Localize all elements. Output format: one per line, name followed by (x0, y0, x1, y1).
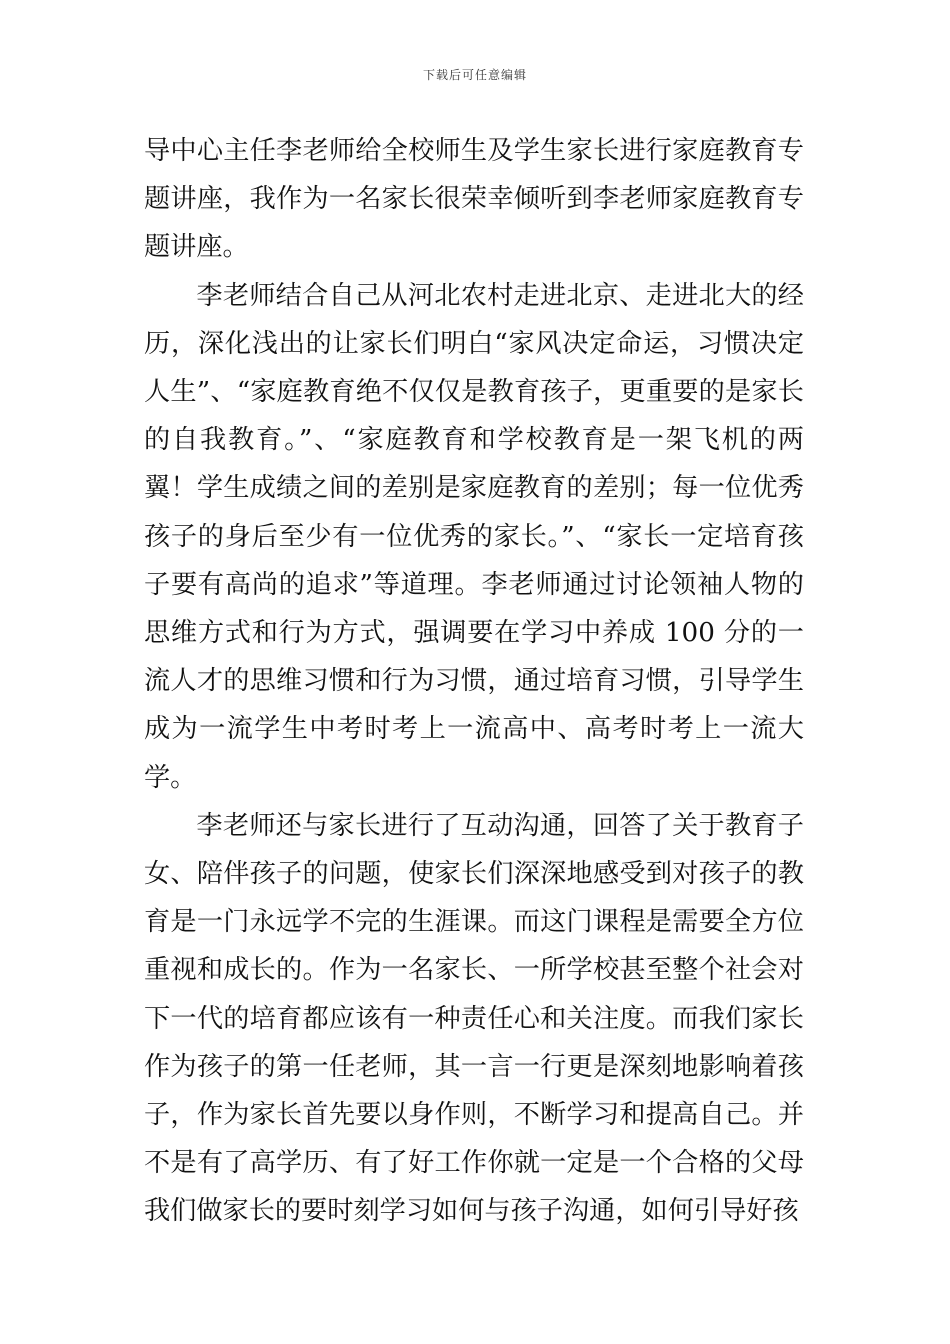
paragraph-1: 导中心主任李老师给全校师生及学生家长进行家庭教育专题讲座，我作为一名家长很荣幸倾听到李老师家庭教育专题讲座。 (144, 136, 804, 263)
paragraph-2: 李老师结合自己从河北农村走进北京、走进北大的经历，深化浅出的让家长们明白“家风决定命运，习惯决定人生”、“家庭教育绝不仅仅是教育孩子，更重要的是家长的自我教育。”、“家庭教育和学校教育是一架飞机的两翼！学生成绩之间的差别是家庭教育的差别；每一位优秀孩子的身后至少有一位优秀的家长。”、“家长一定培育孩子要有高尚的追求”等道理。李老师通过讨论领袖人物的思维方式和行为方式，强调要在学习中养成 100 分的一流人才的思维习惯和行为习惯，通过培育习惯，引导学生成为一流学生中考时考上一流高中、高考时考上一流大学。 (144, 280, 804, 793)
page-header-note: 下载后可任意编辑 (422, 68, 527, 82)
document-body (144, 127, 804, 1236)
paragraph-3: 李老师还与家长进行了互动沟通，回答了关于教育子女、陪伴孩子的问题，使家长们深深地感受到对孩子的教育是一门永远学不完的生涯课。而这门课程是需要全方位重视和成长的。作为一名家长、一所学校甚至整个社会对下一代的培育都应该有一种责任心和关注度。而我们家长作为孩子的第一任老师，其一言一行更是深刻地影响着孩子，作为家长首先要以身作则，不断学习和提高自己。并不是有了高学历、有了好工作你就一定是一个合格的父母我们做家长的要时刻学习如何与孩子沟通，如何引导好孩 (144, 810, 804, 1227)
